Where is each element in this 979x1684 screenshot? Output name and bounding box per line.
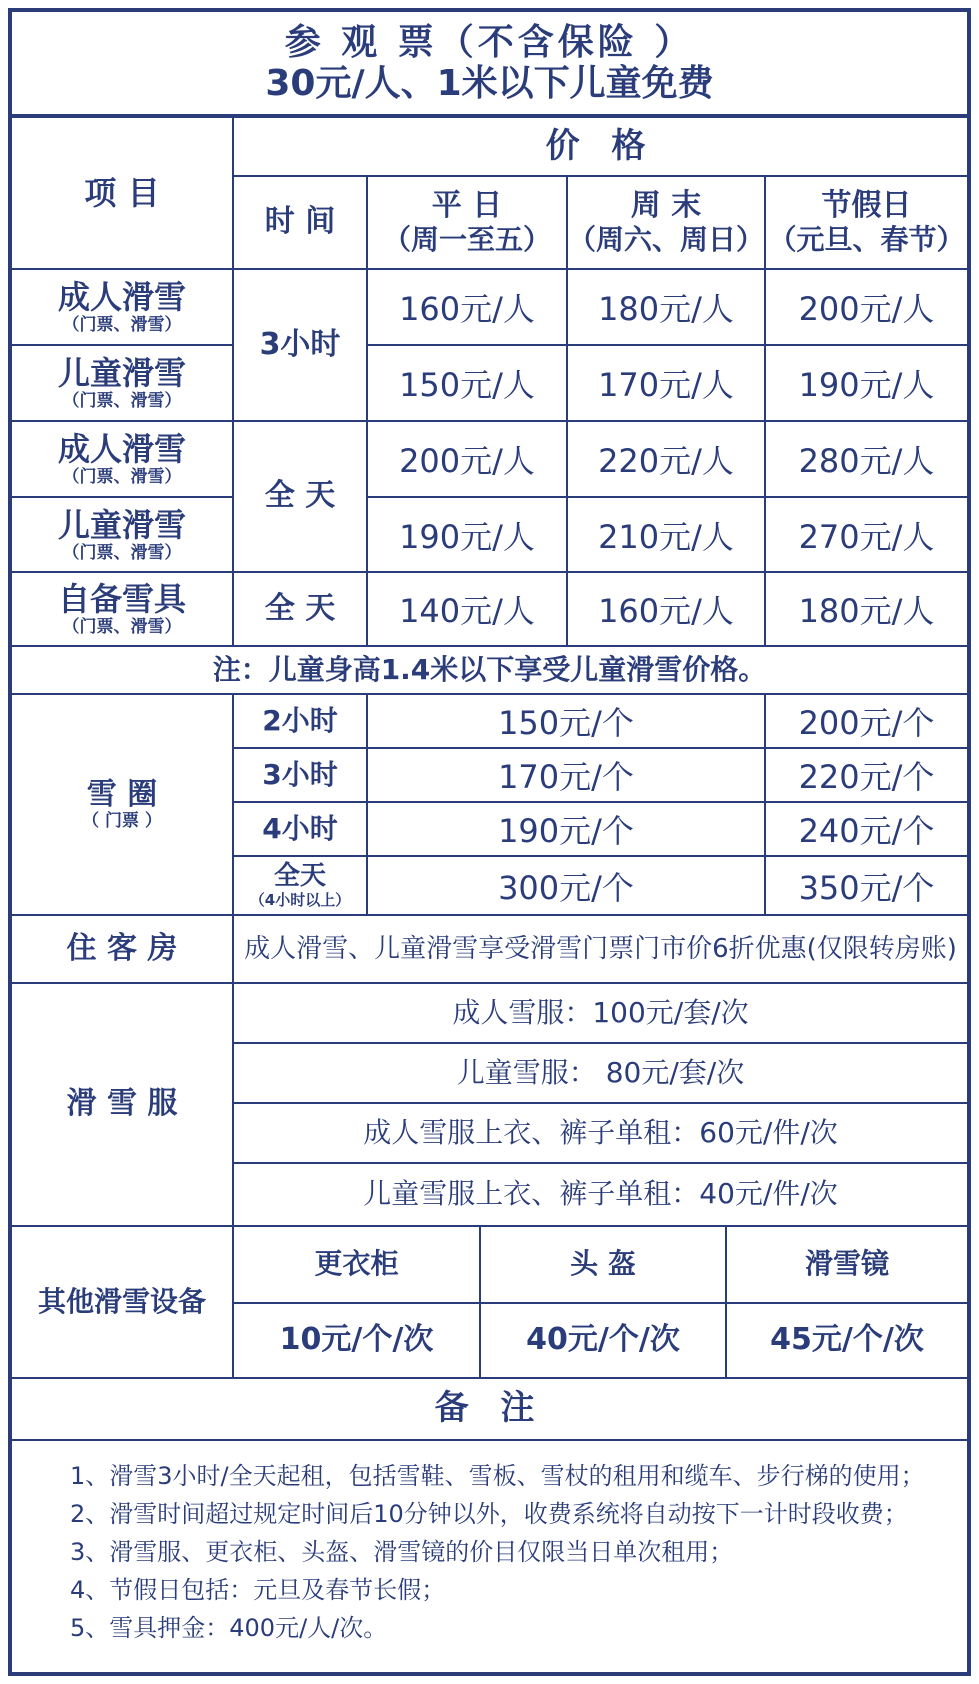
remarks-header: 备 注: [8, 1377, 971, 1441]
price-header: [232, 116, 971, 177]
price-cell: 210元/人: [566, 496, 766, 573]
child-height-note: 注：儿童身高1.4米以下享受儿童滑雪价格。: [8, 645, 971, 695]
price-cell: 200元/人: [366, 420, 568, 498]
ski-suit-item: 成人雪服：100元/套/次: [232, 982, 971, 1044]
price-cell: 190元/人: [764, 344, 971, 422]
ski-row-name: 儿童滑雪 （门票、滑雪）: [8, 496, 234, 573]
holiday-header: [764, 175, 971, 270]
remark-item: 5、雪具押金：400元/人/次。: [70, 1614, 388, 1642]
price-cell: 240元/个: [764, 801, 971, 857]
ski-row-name: 成人滑雪 （门票、滑雪）: [8, 268, 234, 346]
holiday-label: 节假日: [821, 188, 912, 224]
price-cell: 190元/个: [366, 801, 766, 857]
weekend-sublabel: （周六、周日）: [568, 222, 765, 256]
price-cell: 190元/人: [366, 496, 568, 573]
price-cell: 350元/个: [764, 855, 971, 916]
helmet-header: 头 盔: [479, 1225, 727, 1304]
locker-header: 更衣柜: [232, 1225, 481, 1304]
price-cell: 270元/人: [764, 496, 971, 573]
remark-item: 3、滑雪服、更衣柜、头盔、滑雪镜的价目仅限当日单次租用；: [70, 1538, 734, 1566]
price-cell: 180元/人: [764, 571, 971, 647]
ski-suit-item: 儿童雪服： 80元/套/次: [232, 1042, 971, 1104]
locker-price: 10元/个/次: [232, 1302, 481, 1379]
price-cell: 280元/人: [764, 420, 971, 498]
ski-suit-item: 成人雪服上衣、裤子单租：60元/件/次: [232, 1102, 971, 1164]
price-header-label: 价 格: [545, 125, 656, 166]
price-cell: 150元/人: [366, 344, 568, 422]
time-header-label: 时 间: [264, 204, 336, 240]
weekend-header: [566, 175, 766, 270]
ski-row-name: 成人滑雪 （门票、滑雪）: [8, 420, 234, 498]
admission-ticket-header: [8, 8, 971, 118]
weekend-label: 周 末: [630, 188, 702, 224]
price-cell: 220元/个: [764, 747, 971, 803]
holiday-sublabel: （元旦、春节）: [768, 222, 965, 256]
remark-item: 1、滑雪3小时/全天起租，包括雪鞋、雪板、雪杖的租用和缆车、步行梯的使用；: [70, 1462, 925, 1490]
item-header: [8, 116, 234, 270]
helmet-price: 40元/个/次: [479, 1302, 727, 1379]
remark-item: 4、节假日包括：元旦及春节长假；: [70, 1576, 446, 1604]
item-header-label: 项 目: [84, 173, 160, 212]
price-cell: 160元/人: [366, 268, 568, 346]
price-cell: 200元/人: [764, 268, 971, 346]
price-cell: 200元/个: [764, 693, 971, 749]
ski-row-name: 儿童滑雪 （门票、滑雪）: [8, 344, 234, 422]
admission-price: 30元/人、1米以下儿童免费: [265, 63, 714, 104]
snow-tube-time: 全天 （4小时以上）: [232, 855, 368, 916]
snow-tube-label: 雪 圈 （ 门票 ）: [8, 693, 234, 916]
duration-3-hours: 3小时: [232, 268, 368, 422]
remark-item: 2、滑雪时间超过规定时间后10分钟以外，收费系统将自动按下一计时段收费；: [70, 1500, 908, 1528]
price-cell: 140元/人: [366, 571, 568, 647]
weekday-sublabel: （周一至五）: [382, 222, 551, 256]
price-cell: 170元/人: [566, 344, 766, 422]
duration-full-day: 全 天: [232, 420, 368, 573]
ski-row-name: 自备雪具 （门票、滑雪）: [8, 571, 234, 647]
price-cell: 180元/人: [566, 268, 766, 346]
ski-suit-label: 滑 雪 服: [8, 982, 234, 1227]
price-cell: 300元/个: [366, 855, 766, 916]
ski-suit-item: 儿童雪服上衣、裤子单租：40元/件/次: [232, 1162, 971, 1227]
duration-full-day-own-gear: 全 天: [232, 571, 368, 647]
weekday-header: [366, 175, 568, 270]
snow-tube-time: 4小时: [232, 801, 368, 857]
price-cell: 160元/人: [566, 571, 766, 647]
snow-tube-time: 3小时: [232, 747, 368, 803]
price-cell: 170元/个: [366, 747, 766, 803]
price-cell: 150元/个: [366, 693, 766, 749]
goggles-price: 45元/个/次: [725, 1302, 971, 1379]
guest-room-discount: 成人滑雪、儿童滑雪享受滑雪门票门市价6折优惠(仅限转房账): [232, 914, 971, 984]
time-header: [232, 175, 368, 270]
goggles-header: 滑雪镜: [725, 1225, 971, 1304]
snow-tube-time: 2小时: [232, 693, 368, 749]
weekday-label: 平 日: [431, 188, 503, 224]
remarks-list: [8, 1439, 971, 1676]
guest-room-label: 住 客 房: [8, 914, 234, 984]
other-equipment-label: 其他滑雪设备: [8, 1225, 234, 1379]
admission-title: 参 观 票（不含保险 ）: [284, 21, 695, 63]
price-cell: 220元/人: [566, 420, 766, 498]
